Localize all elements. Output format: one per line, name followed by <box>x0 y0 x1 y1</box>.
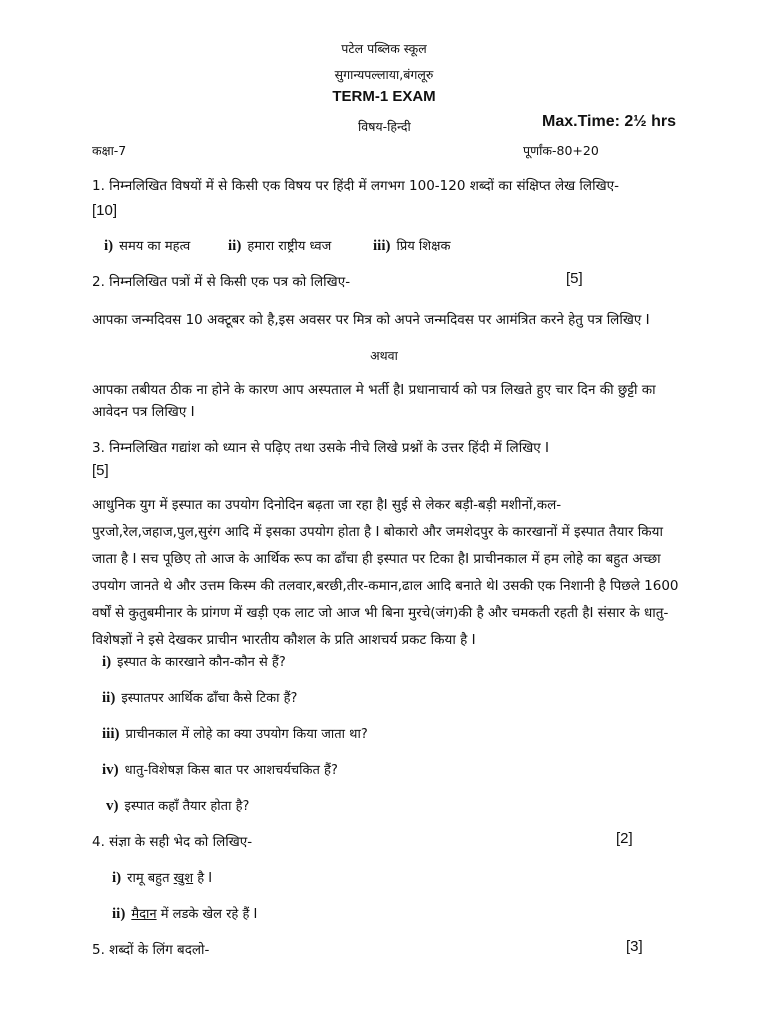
question-2-marks: [5] <box>566 270 583 287</box>
passage-line: वर्षों से कुतुबमीनार के प्रांगण में खड़ी एक लाट जो आज भी बिना मुरचे(जंग)की है और चमकती रहती हैI संसार के धातु- <box>92 605 669 621</box>
question-3-text: 3. निम्नलिखित गद्यांश को ध्यान से पढ़िए तथा उसके नीचे लिखे प्रश्नों के उत्तर हिंदी में लिखिए I <box>92 440 549 456</box>
q1-option-3 <box>373 236 450 255</box>
q3-question-1 <box>102 652 286 671</box>
question-text: धातु-विशेषज्ञ किस बात पर आशचर्यचकित हैं? <box>124 763 338 778</box>
option-text: प्रिय शिक्षक <box>396 239 451 254</box>
option-number: ii) <box>228 238 242 254</box>
q4-item-1 <box>112 868 212 887</box>
question-text: इस्पात कहाँ तैयार होता है? <box>124 799 250 814</box>
option-number: iii) <box>373 238 391 254</box>
underlined-word: मैदान <box>131 907 157 922</box>
question-text: इस्पातपर आर्थिक ढाँचा कैसे टिका हैं? <box>121 691 298 706</box>
passage-line: विशेषज्ञों ने इसे देखकर प्राचीन भारतीय कौशल के प्रति आशचर्य प्रकट किया है I <box>92 632 476 648</box>
item-text-after: है I <box>193 871 213 886</box>
question-number: i) <box>102 654 112 670</box>
question-2-text: 2. निम्नलिखित पत्रों में से किसी एक पत्र को लिखिए- <box>92 274 351 290</box>
q3-question-5 <box>106 796 249 815</box>
question-text: इस्पात के कारखाने कौन-कौन से हैं? <box>117 655 286 670</box>
q3-question-3 <box>102 724 368 743</box>
or-divider: अथवा <box>370 348 398 363</box>
school-name: पटेल पब्लिक स्कूल <box>341 41 427 56</box>
question-1-text: 1. निम्नलिखित विषयों में से किसी एक विषय पर हिंदी में लगभग 100-120 शब्दों का संक्षिप्त लेख लिखिए- <box>92 178 619 194</box>
q3-question-4 <box>102 760 338 779</box>
item-text-before: रामू बहुत <box>127 871 174 886</box>
passage-line: जाता है I सच पूछिए तो आज के आर्थिक रूप का ढाँचा ही इस्पात पर टिका हैI प्राचीनकाल में हम लोहे का बहुत अच्छा <box>92 551 661 567</box>
letter-option-2-line-1: आपका तबीयत ठीक ना होने के कारण आप अस्पताल मे भर्ती हैI प्रधानाचार्य को पत्र लिखते हुए चार दिन की छुट्टी का <box>92 382 656 398</box>
question-4-text: 4. संज्ञा के सही भेद को लिखिए- <box>92 834 253 850</box>
total-marks: पूर्णांक-80+20 <box>523 143 599 158</box>
item-number: i) <box>112 870 122 886</box>
question-number: ii) <box>102 690 116 706</box>
option-text: हमारा राष्ट्रीय ध्वज <box>247 239 332 254</box>
letter-option-2-line-2: आवेदन पत्र लिखिए I <box>92 404 195 420</box>
question-number: iv) <box>102 762 119 778</box>
q4-item-2 <box>112 904 257 923</box>
question-text: प्राचीनकाल में लोहे का क्या उपयोग किया जाता था? <box>125 727 368 742</box>
exam-title: TERM-1 EXAM <box>332 88 436 105</box>
q1-option-2 <box>228 236 331 255</box>
question-number: v) <box>106 798 119 814</box>
question-1-marks: [10] <box>92 202 118 219</box>
underlined-word: खुश <box>173 871 194 886</box>
question-4-marks: [2] <box>616 830 633 847</box>
school-location: सुगान्यपल्लाया,बंगलूरु <box>334 67 434 82</box>
passage-line: उपयोग जानते थे और उत्तम किस्म की तलवार,बरछी,तीर-कमान,ढाल आदि बनाते थेI उसकी एक निशानी है पिछले 1600 <box>92 578 679 594</box>
passage-line: आधुनिक युग में इस्पात का उपयोग दिनोदिन बढ़ता जा रहा हैI सुई से लेकर बड़ी-बड़ी मशीनों,कल- <box>92 497 562 513</box>
question-5-marks: [3] <box>626 938 643 955</box>
option-text: समय का महत्व <box>119 239 191 254</box>
letter-option-1: आपका जन्मदिवस 10 अक्टूबर को है,इस अवसर पर मित्र को अपने जन्मदिवस पर आमंत्रित करने हेतु पत्र लिखिए I <box>92 312 650 328</box>
question-5-text: 5. शब्दों के लिंग बदलो- <box>92 942 210 958</box>
q3-question-2 <box>102 688 297 707</box>
question-number: iii) <box>102 726 120 742</box>
item-number: ii) <box>112 906 126 922</box>
question-3-marks: [5] <box>92 462 109 479</box>
q1-option-1 <box>104 236 190 255</box>
item-text-after: में लडके खेल रहे हैं I <box>156 907 258 922</box>
class-label: कक्षा-7 <box>92 143 127 158</box>
option-number: i) <box>104 238 114 254</box>
comprehension-passage <box>92 492 692 654</box>
subject-label: विषय-हिन्दी <box>358 119 411 134</box>
passage-line: पुरजो,रेल,जहाज,पुल,सुरंग आदि में इसका उपयोग होता है I बोकारो और जमशेदपुर के कारखानों में इस्पात तैयार किया <box>92 524 663 540</box>
max-time: Max.Time: 2½ hrs <box>542 113 676 130</box>
